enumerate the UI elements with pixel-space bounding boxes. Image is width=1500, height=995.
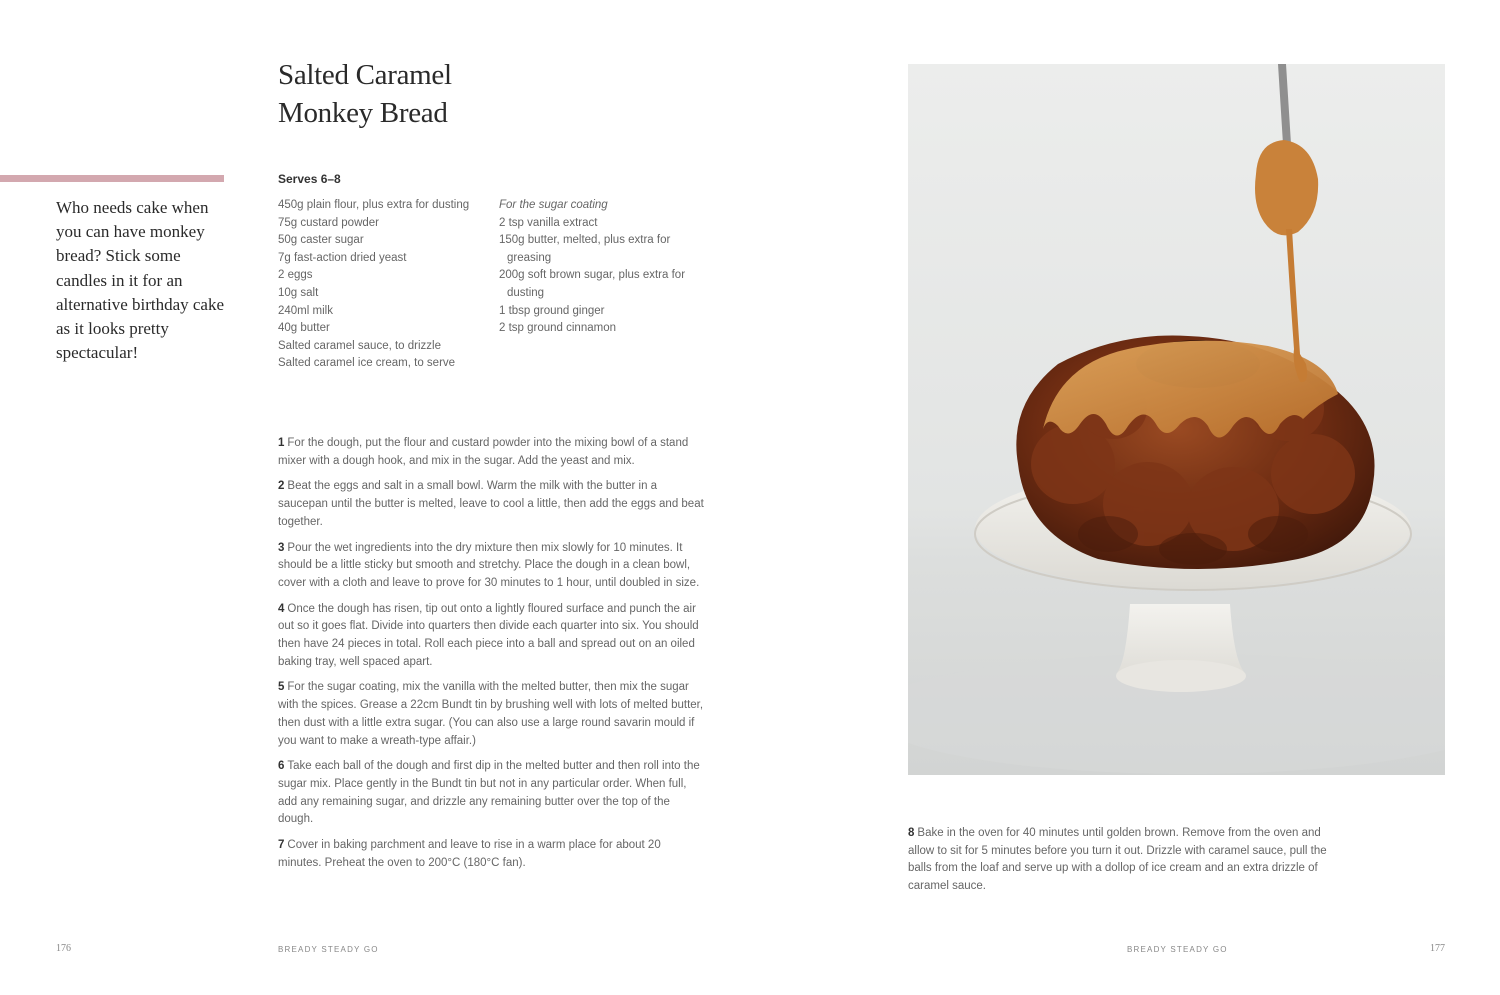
running-footer-right: BREADY STEADY GO: [1127, 945, 1228, 954]
ingredient-item: 1 tbsp ground ginger: [499, 304, 605, 317]
ingredient-item: 75g custard powder: [278, 216, 380, 229]
method-step: [278, 679, 704, 750]
step-text: Bake in the oven for 40 minutes until golden brown. Remove from the oven and allow to sit for 5 minutes before you turn it out. Drizzle with caramel sauce, pull the balls from the loaf and serve up with a dollop of ice cream and an extra drizzle of caramel sauce.: [908, 827, 1327, 893]
step-text: For the sugar coating, mix the vanilla with the melted butter, then mix the sugar with the spices. Grease a 22cm Bundt tin by brushing well with lots of melted butter, then dust with a little extra sugar. (You can also use a large round savarin mould if you want to make a wreath-type affair.): [278, 681, 704, 747]
ingredient-item: 50g caster sugar: [278, 234, 364, 247]
method-steps: [278, 435, 704, 880]
ingredients-list-main: [278, 197, 483, 373]
ingredient-item: 2 tsp ground cinnamon: [499, 322, 616, 335]
ingredient-item: 2 tsp vanilla extract: [499, 216, 598, 229]
photo-illustration: [908, 64, 1445, 775]
step-text: Take each ball of the dough and first dip in the melted butter and then roll into the sugar mix. Place gently in the Bundt tin but not in any particular order. When full, add any remaining sugar, and drizzle any remaining butter over the top of the dough.: [278, 760, 700, 826]
step-number: 3: [278, 541, 285, 554]
method-step: [278, 601, 704, 672]
step-number: 2: [278, 480, 285, 493]
step-number: 7: [278, 839, 285, 852]
step-text: For the dough, put the flour and custard powder into the mixing bowl of a stand mixer with a dough hook, and mix in the sugar. Add the yeast and mix.: [278, 437, 689, 467]
step-number: 1: [278, 437, 285, 449]
method-step: [278, 837, 704, 872]
step-text: Pour the wet ingredients into the dry mixture then mix slowly for 10 minutes. It should be a little sticky but smooth and stretchy. Place the dough in a clean bowl, cover with a cloth and leave to prove for 30 minutes to 1 hour, until doubled in size.: [278, 541, 700, 589]
ingredient-item: 40g butter: [278, 322, 330, 335]
intro-text: Who needs cake when you can have monkey bread? Stick some candles in it for an alternative birthday cake as it looks pretty spectacular!: [56, 198, 225, 363]
method-step-8: [908, 825, 1334, 896]
ingredient-item: 7g fast-action dried yeast: [278, 251, 407, 264]
monkey-bread-photo: [908, 64, 1445, 775]
ingredients-list-coating: [499, 197, 704, 338]
step-text: Beat the eggs and salt in a small bowl. Warm the milk with the butter in a saucepan until the butter is melted, leave to cool a little, then add the eggs and beat together.: [278, 480, 704, 528]
accent-bar: [0, 175, 224, 182]
ingredient-item: 200g soft brown sugar, plus extra for dusting: [499, 269, 686, 299]
method-step: [278, 540, 704, 593]
step-number: 5: [278, 681, 285, 694]
method-step: [278, 435, 704, 470]
ingredient-item: 2 eggs: [278, 269, 313, 282]
ingredient-item: 450g plain flour, plus extra for dusting: [278, 199, 470, 211]
page-number-left: 176: [56, 943, 71, 954]
step-text: Cover in baking parchment and leave to rise in a warm place for about 20 minutes. Preheat the oven to 200°C (180°C fan).: [278, 839, 661, 869]
method-step: [278, 478, 704, 531]
ingredient-item: Salted caramel sauce, to drizzle: [278, 339, 441, 352]
ingredient-item: 150g butter, melted, plus extra for greasing: [499, 234, 671, 264]
ingredients-subheading: For the sugar coating: [499, 199, 608, 211]
ingredient-item: 10g salt: [278, 286, 319, 299]
running-footer-left: BREADY STEADY GO: [278, 945, 379, 954]
method-step: [278, 758, 704, 829]
step-number: 8: [908, 827, 915, 839]
ingredient-item: Salted caramel ice cream, to serve: [278, 357, 456, 370]
title-line-2: Monkey Bread: [278, 97, 448, 129]
serves-label: Serves 6–8: [278, 172, 341, 186]
step-number: 6: [278, 760, 285, 773]
ingredient-item: 240ml milk: [278, 304, 333, 317]
step-text: Once the dough has risen, tip out onto a lightly floured surface and punch the air out so it goes flat. Divide into quarters then divide each quarter into six. You should then have 24 pieces in total. Roll each piece into a ball and spread out on an oiled baking tray, well spaced apart.: [278, 602, 699, 668]
step-number: 4: [278, 602, 285, 615]
page-number-right: 177: [1430, 943, 1445, 954]
recipe-title: [278, 56, 452, 132]
title-line-1: Salted Caramel: [278, 59, 452, 91]
